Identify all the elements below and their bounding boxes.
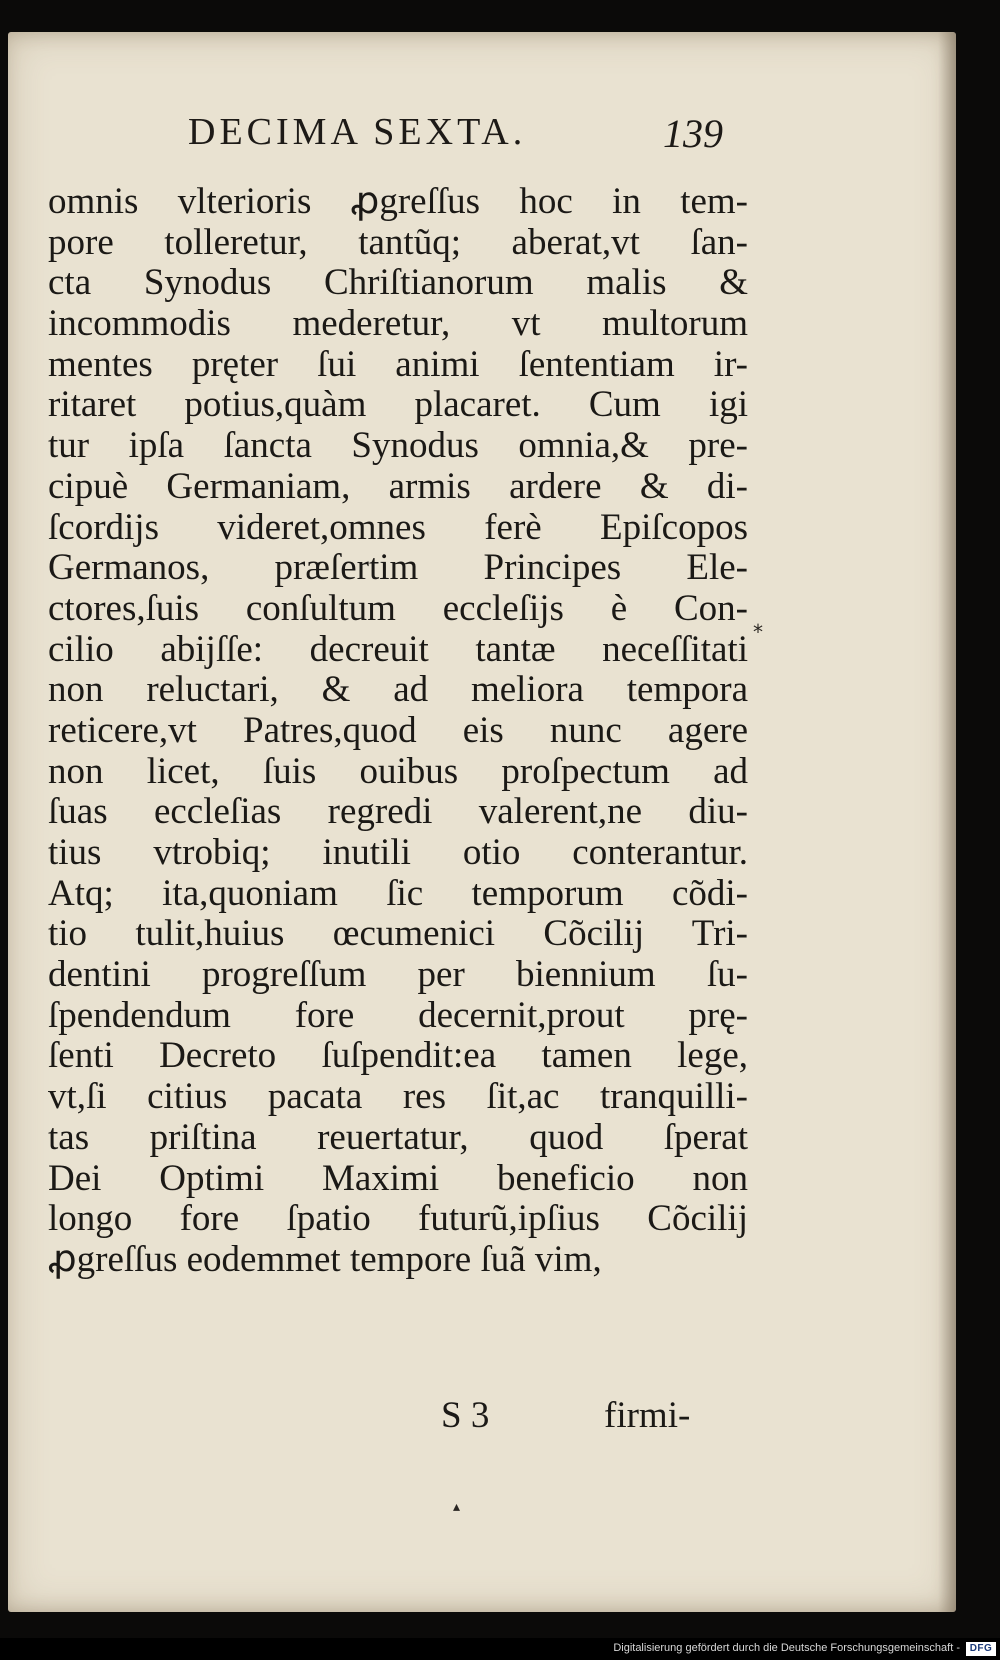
text-line: ritaret potius,quàm placaret. Cum igi [48,384,748,426]
text-line: tur ipſa ſancta Synodus omnia,& pre- [48,425,748,467]
text-line: reticere,vt Patres,quod eis nunc agere [48,709,748,751]
text-line: ſuas eccleſias regredi valerent,ne diu- [48,791,748,833]
body-text [48,182,748,1281]
text-line: pore tolleretur, tantũq; aberat,vt ſan- [48,221,748,263]
text-line: ſenti Decreto ſuſpendit:ea tamen lege, [48,1035,748,1077]
text-line: ctores,ſuis conſultum eccleſijs è Con- [48,587,748,629]
catchword: firmi- [604,1395,691,1436]
page-number: 139 [663,111,723,156]
book-page [8,32,956,1612]
text-line: dentini progreſſum per biennium ſu- [48,954,748,996]
credit-bar [0,1638,1000,1660]
text-line: non reluctari, & ad meliora tempora [48,669,748,711]
dfg-logo-icon: DFG [966,1642,996,1656]
text-line: Germanos, præſertim Principes Ele- [48,547,748,589]
text-line: cipuè Germaniam, armis ardere & di- [48,465,748,507]
text-line: tius vtrobiq; inutili otio conterantur. [48,832,748,873]
text-line: vt,ſi citius pacata res ſit,ac tranquilli- [48,1076,748,1118]
text-line: ꝓgreſſus eodemmet tempore ſuã vim, [48,1238,602,1280]
bottom-mark-icon: ▴ [453,1499,461,1515]
text-line: ſpendendum fore decernit,prout prę- [48,994,748,1036]
page-header [8,110,956,170]
text-line: Atq; ita,quoniam ſic temporum cõdi- [48,872,748,914]
text-line: incommodis mederetur, vt multorum [48,303,748,345]
text-line: Dei Optimi Maximi beneficio non [48,1157,748,1199]
text-line: mentes pręter ſui animi ſententiam ir- [48,343,748,385]
running-head: DECIMA SEXTA. [188,111,527,153]
text-line: cta Synodus Chriſtianorum malis & [48,262,748,304]
text-line: ſcordijs videret,omnes ferè Epiſcopos [48,506,748,548]
margin-asterisk-icon: * [753,620,763,644]
credit-text: Digitalisierung gefördert durch die Deutsche Forschungsgemeinschaft - [613,1642,960,1654]
text-line: tio tulit,huius œcumenici Cõcilij Tri- [48,913,748,955]
text-line: tas priſtina reuertatur, quod ſperat [48,1116,748,1158]
text-line: longo fore ſpatio futurũ,ipſius Cõcilij [48,1198,748,1240]
signature-mark: S 3 [441,1395,490,1436]
text-line: omnis vlterioris ꝓgreſſus hoc in tem- [48,181,748,222]
page-footer [8,1394,956,1444]
text-line: cilio abijſſe: decreuit tantæ neceſſitati [48,628,748,670]
text-line: non licet, ſuis ouibus proſpectum ad [48,750,748,792]
